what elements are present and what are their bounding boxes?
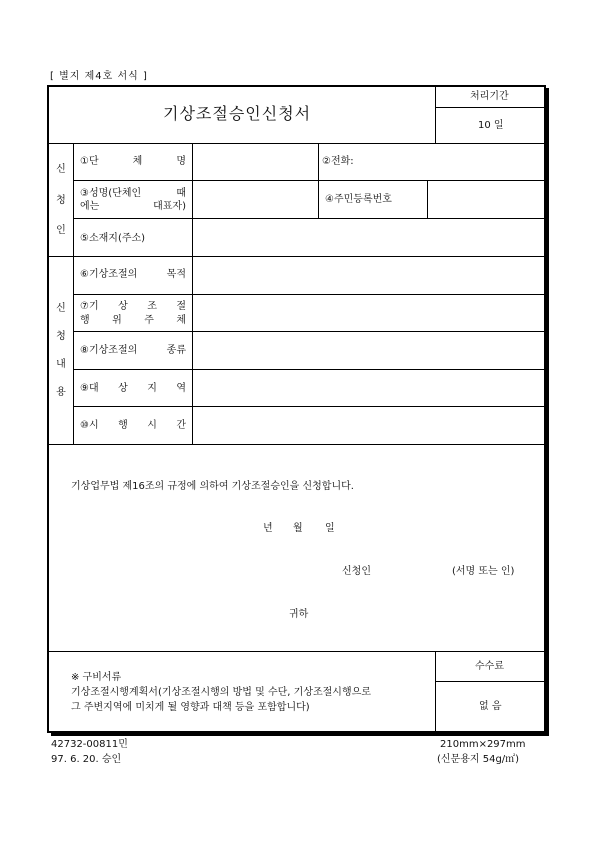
required-docs-line2: 그 주변지역에 미치게 될 영향과 대책 등을 포함합니다) (71, 702, 310, 713)
footer-paper-type: (신문용지 54g/㎡) (437, 754, 520, 765)
area-field[interactable] (194, 371, 543, 405)
date-month-label: 월 (293, 523, 303, 534)
declaration-statement: 기상업무법 제16조의 규정에 의하여 기상조절승인을 신청합니다. (71, 481, 354, 492)
date-year-label: 년 (263, 523, 273, 534)
signature-label: (서명 또는 인) (452, 566, 515, 577)
actor-label-line1: ⑦기 상 조 절 (80, 301, 186, 312)
processing-period-label: 처리기간 (470, 91, 509, 102)
name-label-line2: 에는 대표자) (80, 201, 186, 212)
kind-label: ⑧기상조절의 종류 (80, 345, 186, 356)
form-number: [ 별지 제4호 서식 ] (50, 71, 148, 82)
kind-field[interactable] (194, 333, 543, 368)
name-field[interactable] (194, 182, 317, 217)
purpose-field[interactable] (194, 258, 543, 293)
actor-field[interactable] (194, 296, 543, 330)
form-title: 기상조절승인신청서 (163, 104, 312, 123)
applicant-sign-label: 신청인 (342, 566, 371, 577)
required-docs-line1: 기상조절시행계획서(기상조절시행의 방법 및 수단, 기상조절시행으로 (71, 687, 371, 698)
area-label: ⑨대 상 지 역 (80, 383, 186, 394)
addressee-label: 귀하 (289, 609, 309, 620)
footer-paper-size: 210mm×297mm (440, 739, 526, 750)
address-field[interactable] (194, 220, 543, 255)
processing-period-value: 10 일 (478, 120, 504, 131)
phone-label: ②전화: (322, 156, 354, 167)
required-docs-header: ※ 구비서류 (71, 672, 122, 683)
address-label: ⑤소재지(주소) (80, 233, 146, 244)
actor-label-line2: 행 위 주 체 (80, 315, 186, 326)
org-name-label: ①단 체 명 (80, 156, 186, 167)
resident-no-field[interactable] (429, 182, 543, 217)
name-label-line1: ③성명(단체인 때 (80, 188, 186, 199)
time-label: ⑩시 행 시 간 (80, 420, 186, 431)
fee-label: 수수료 (475, 661, 504, 672)
purpose-label: ⑥기상조절의 목적 (80, 269, 186, 280)
footer-approval: 97. 6. 20. 승인 (51, 754, 122, 765)
fee-value: 없 음 (479, 701, 502, 712)
signature-field[interactable] (378, 560, 444, 580)
resident-no-label: ④주민등록번호 (325, 194, 392, 205)
date-day-label: 일 (325, 523, 335, 534)
time-field[interactable] (194, 408, 543, 443)
org-name-field[interactable] (194, 145, 317, 179)
phone-field[interactable] (358, 145, 543, 179)
footer-code: 42732-00811민 (51, 739, 128, 750)
